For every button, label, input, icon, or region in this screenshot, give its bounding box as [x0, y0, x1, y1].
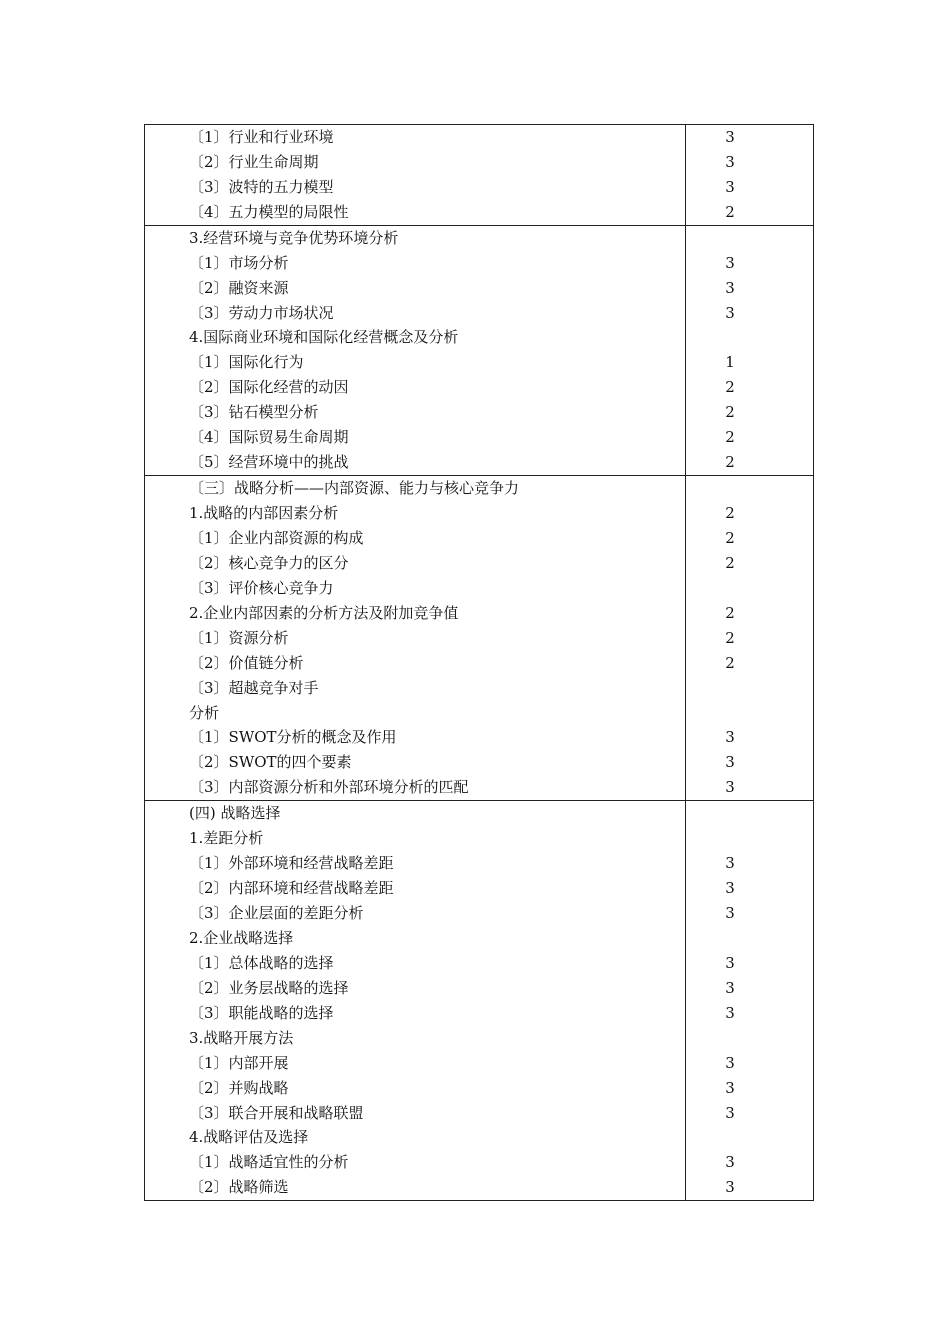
- table-block-1: [145, 125, 813, 225]
- row-value: [683, 826, 813, 851]
- row-value: 2: [725, 428, 735, 447]
- row-value: 3: [725, 1053, 735, 1072]
- table-row: [145, 226, 813, 251]
- row-value: 3: [725, 978, 735, 997]
- table-block-3: [145, 475, 813, 800]
- table-row: [145, 276, 813, 301]
- row-label: 〔2〕并购战略: [189, 1078, 289, 1097]
- table-row: [145, 425, 813, 450]
- row-label: 〔3〕企业层面的差距分析: [189, 904, 364, 923]
- row-label: 〔2〕行业生命周期: [189, 152, 319, 171]
- table-row: [145, 775, 813, 800]
- table-row: [145, 851, 813, 876]
- table-row: [145, 125, 813, 150]
- row-value: [683, 326, 813, 351]
- table-row: [145, 951, 813, 976]
- row-value: 3: [725, 953, 735, 972]
- table-row: [145, 976, 813, 1001]
- row-value: 3: [725, 1003, 735, 1022]
- row-label: 〔三〕战略分析——内部资源、能力与核心竞争力: [189, 479, 520, 498]
- table-row: [145, 551, 813, 576]
- row-value: 3: [725, 278, 735, 297]
- row-label: 〔1〕战略适宜性的分析: [189, 1153, 349, 1172]
- row-label: 〔2〕核心竞争力的区分: [189, 553, 349, 572]
- row-label: 〔1〕外部环境和经营战略差距: [189, 854, 394, 873]
- row-value: 2: [725, 528, 735, 547]
- table-row: [145, 1175, 813, 1200]
- table-row: [145, 726, 813, 751]
- table-row: [145, 701, 813, 726]
- row-label: 〔4〕五力模型的局限性: [189, 202, 349, 221]
- row-value: [683, 701, 813, 726]
- row-value: 3: [725, 253, 735, 272]
- row-value: 2: [725, 378, 735, 397]
- row-value: 3: [725, 303, 735, 322]
- table-row: [145, 676, 813, 701]
- table-row: [145, 1076, 813, 1101]
- row-label: 〔1〕行业和行业环境: [189, 127, 334, 146]
- row-label: 〔2〕国际化经营的动因: [189, 378, 349, 397]
- row-label: 〔1〕资源分析: [189, 628, 289, 647]
- table-row: [145, 301, 813, 326]
- row-value: [683, 226, 813, 251]
- table-row: [145, 526, 813, 551]
- row-label: 〔2〕融资来源: [189, 278, 289, 297]
- row-value: 3: [725, 879, 735, 898]
- row-value: 3: [725, 904, 735, 923]
- row-label: (四) 战略选择: [189, 804, 281, 823]
- table-row: [145, 1101, 813, 1126]
- row-value: [683, 576, 813, 601]
- row-label: 〔1〕企业内部资源的构成: [189, 528, 364, 547]
- row-label: 1.战略的内部因素分析: [189, 504, 339, 523]
- syllabus-table: [144, 124, 814, 1201]
- row-label: 3.经营环境与竞争优势环境分析: [189, 228, 399, 247]
- table-row: [145, 150, 813, 175]
- table-block-2: [145, 225, 813, 475]
- row-label: 〔5〕经营环境中的挑战: [189, 453, 349, 472]
- row-value: [683, 926, 813, 951]
- table-row: [145, 501, 813, 526]
- row-value: 3: [725, 778, 735, 797]
- row-value: [683, 1026, 813, 1051]
- row-label: 4.战略评估及选择: [189, 1128, 309, 1147]
- table-row: [145, 1026, 813, 1051]
- row-value: 2: [725, 553, 735, 572]
- row-value: 3: [725, 1103, 735, 1122]
- row-label: 〔3〕联合开展和战略联盟: [189, 1103, 364, 1122]
- row-label: 〔3〕评价核心竞争力: [189, 578, 334, 597]
- table-row: [145, 1150, 813, 1175]
- row-value: 2: [725, 453, 735, 472]
- row-label: 〔3〕波特的五力模型: [189, 177, 334, 196]
- table-row: [145, 750, 813, 775]
- table-row: [145, 801, 813, 826]
- row-value: 2: [725, 202, 735, 221]
- row-value: 2: [725, 504, 735, 523]
- row-value: 3: [725, 728, 735, 747]
- table-row: [145, 450, 813, 475]
- row-value: [683, 801, 813, 826]
- table-row: [145, 1126, 813, 1151]
- row-label: 4.国际商业环境和国际化经营概念及分析: [189, 328, 459, 347]
- row-label: 〔2〕战略筛选: [189, 1178, 289, 1197]
- row-label: 〔2〕SWOT的四个要素: [189, 753, 352, 772]
- table-row: [145, 926, 813, 951]
- row-label: 〔2〕价值链分析: [189, 653, 304, 672]
- row-value: 3: [725, 1078, 735, 1097]
- table-row: [145, 1001, 813, 1026]
- table-row: [145, 651, 813, 676]
- table-row: [145, 826, 813, 851]
- table-row: [145, 626, 813, 651]
- table-row: [145, 1051, 813, 1076]
- table-row: [145, 326, 813, 351]
- row-value: 2: [725, 653, 735, 672]
- table-row: [145, 350, 813, 375]
- row-label: 〔1〕国际化行为: [189, 353, 304, 372]
- row-value: 2: [725, 603, 735, 622]
- row-label: 〔1〕总体战略的选择: [189, 953, 334, 972]
- table-row: [145, 876, 813, 901]
- row-value: [683, 476, 813, 501]
- table-row: [145, 901, 813, 926]
- row-label: 〔4〕国际贸易生命周期: [189, 428, 349, 447]
- table-block-4: [145, 800, 813, 1200]
- row-value: 3: [725, 1178, 735, 1197]
- row-label: 〔1〕市场分析: [189, 253, 289, 272]
- table-row: [145, 375, 813, 400]
- row-label: 〔3〕钻石模型分析: [189, 403, 319, 422]
- table-row: [145, 200, 813, 225]
- table-row: [145, 400, 813, 425]
- table-row: [145, 476, 813, 501]
- row-value: 3: [725, 854, 735, 873]
- row-label: 〔3〕职能战略的选择: [189, 1003, 334, 1022]
- row-label: 分析: [189, 703, 220, 722]
- row-value: 3: [725, 127, 735, 146]
- table-row: [145, 175, 813, 200]
- row-label: 〔1〕内部开展: [189, 1053, 289, 1072]
- table-row: [145, 601, 813, 626]
- row-label: 1.差距分析: [189, 829, 264, 848]
- row-value: 3: [725, 753, 735, 772]
- row-label: 〔3〕内部资源分析和外部环境分析的匹配: [189, 778, 469, 797]
- row-value: 3: [725, 177, 735, 196]
- table-row: [145, 576, 813, 601]
- row-value: 2: [725, 403, 735, 422]
- row-value: 3: [725, 1153, 735, 1172]
- row-label: 2.企业内部因素的分析方法及附加竞争值: [189, 603, 459, 622]
- row-label: 〔2〕内部环境和经营战略差距: [189, 879, 394, 898]
- row-value: [683, 1126, 813, 1151]
- row-label: 〔1〕SWOT分析的概念及作用: [189, 728, 397, 747]
- row-label: 2.企业战略选择: [189, 928, 294, 947]
- table-row: [145, 251, 813, 276]
- row-value: 1: [725, 353, 735, 372]
- row-label: 〔3〕超越竞争对手: [189, 678, 319, 697]
- row-label: 〔3〕劳动力市场状况: [189, 303, 334, 322]
- row-label: 〔2〕业务层战略的选择: [189, 978, 349, 997]
- row-label: 3.战略开展方法: [189, 1028, 294, 1047]
- row-value: 2: [725, 628, 735, 647]
- row-value: 3: [725, 152, 735, 171]
- row-value: [683, 676, 813, 701]
